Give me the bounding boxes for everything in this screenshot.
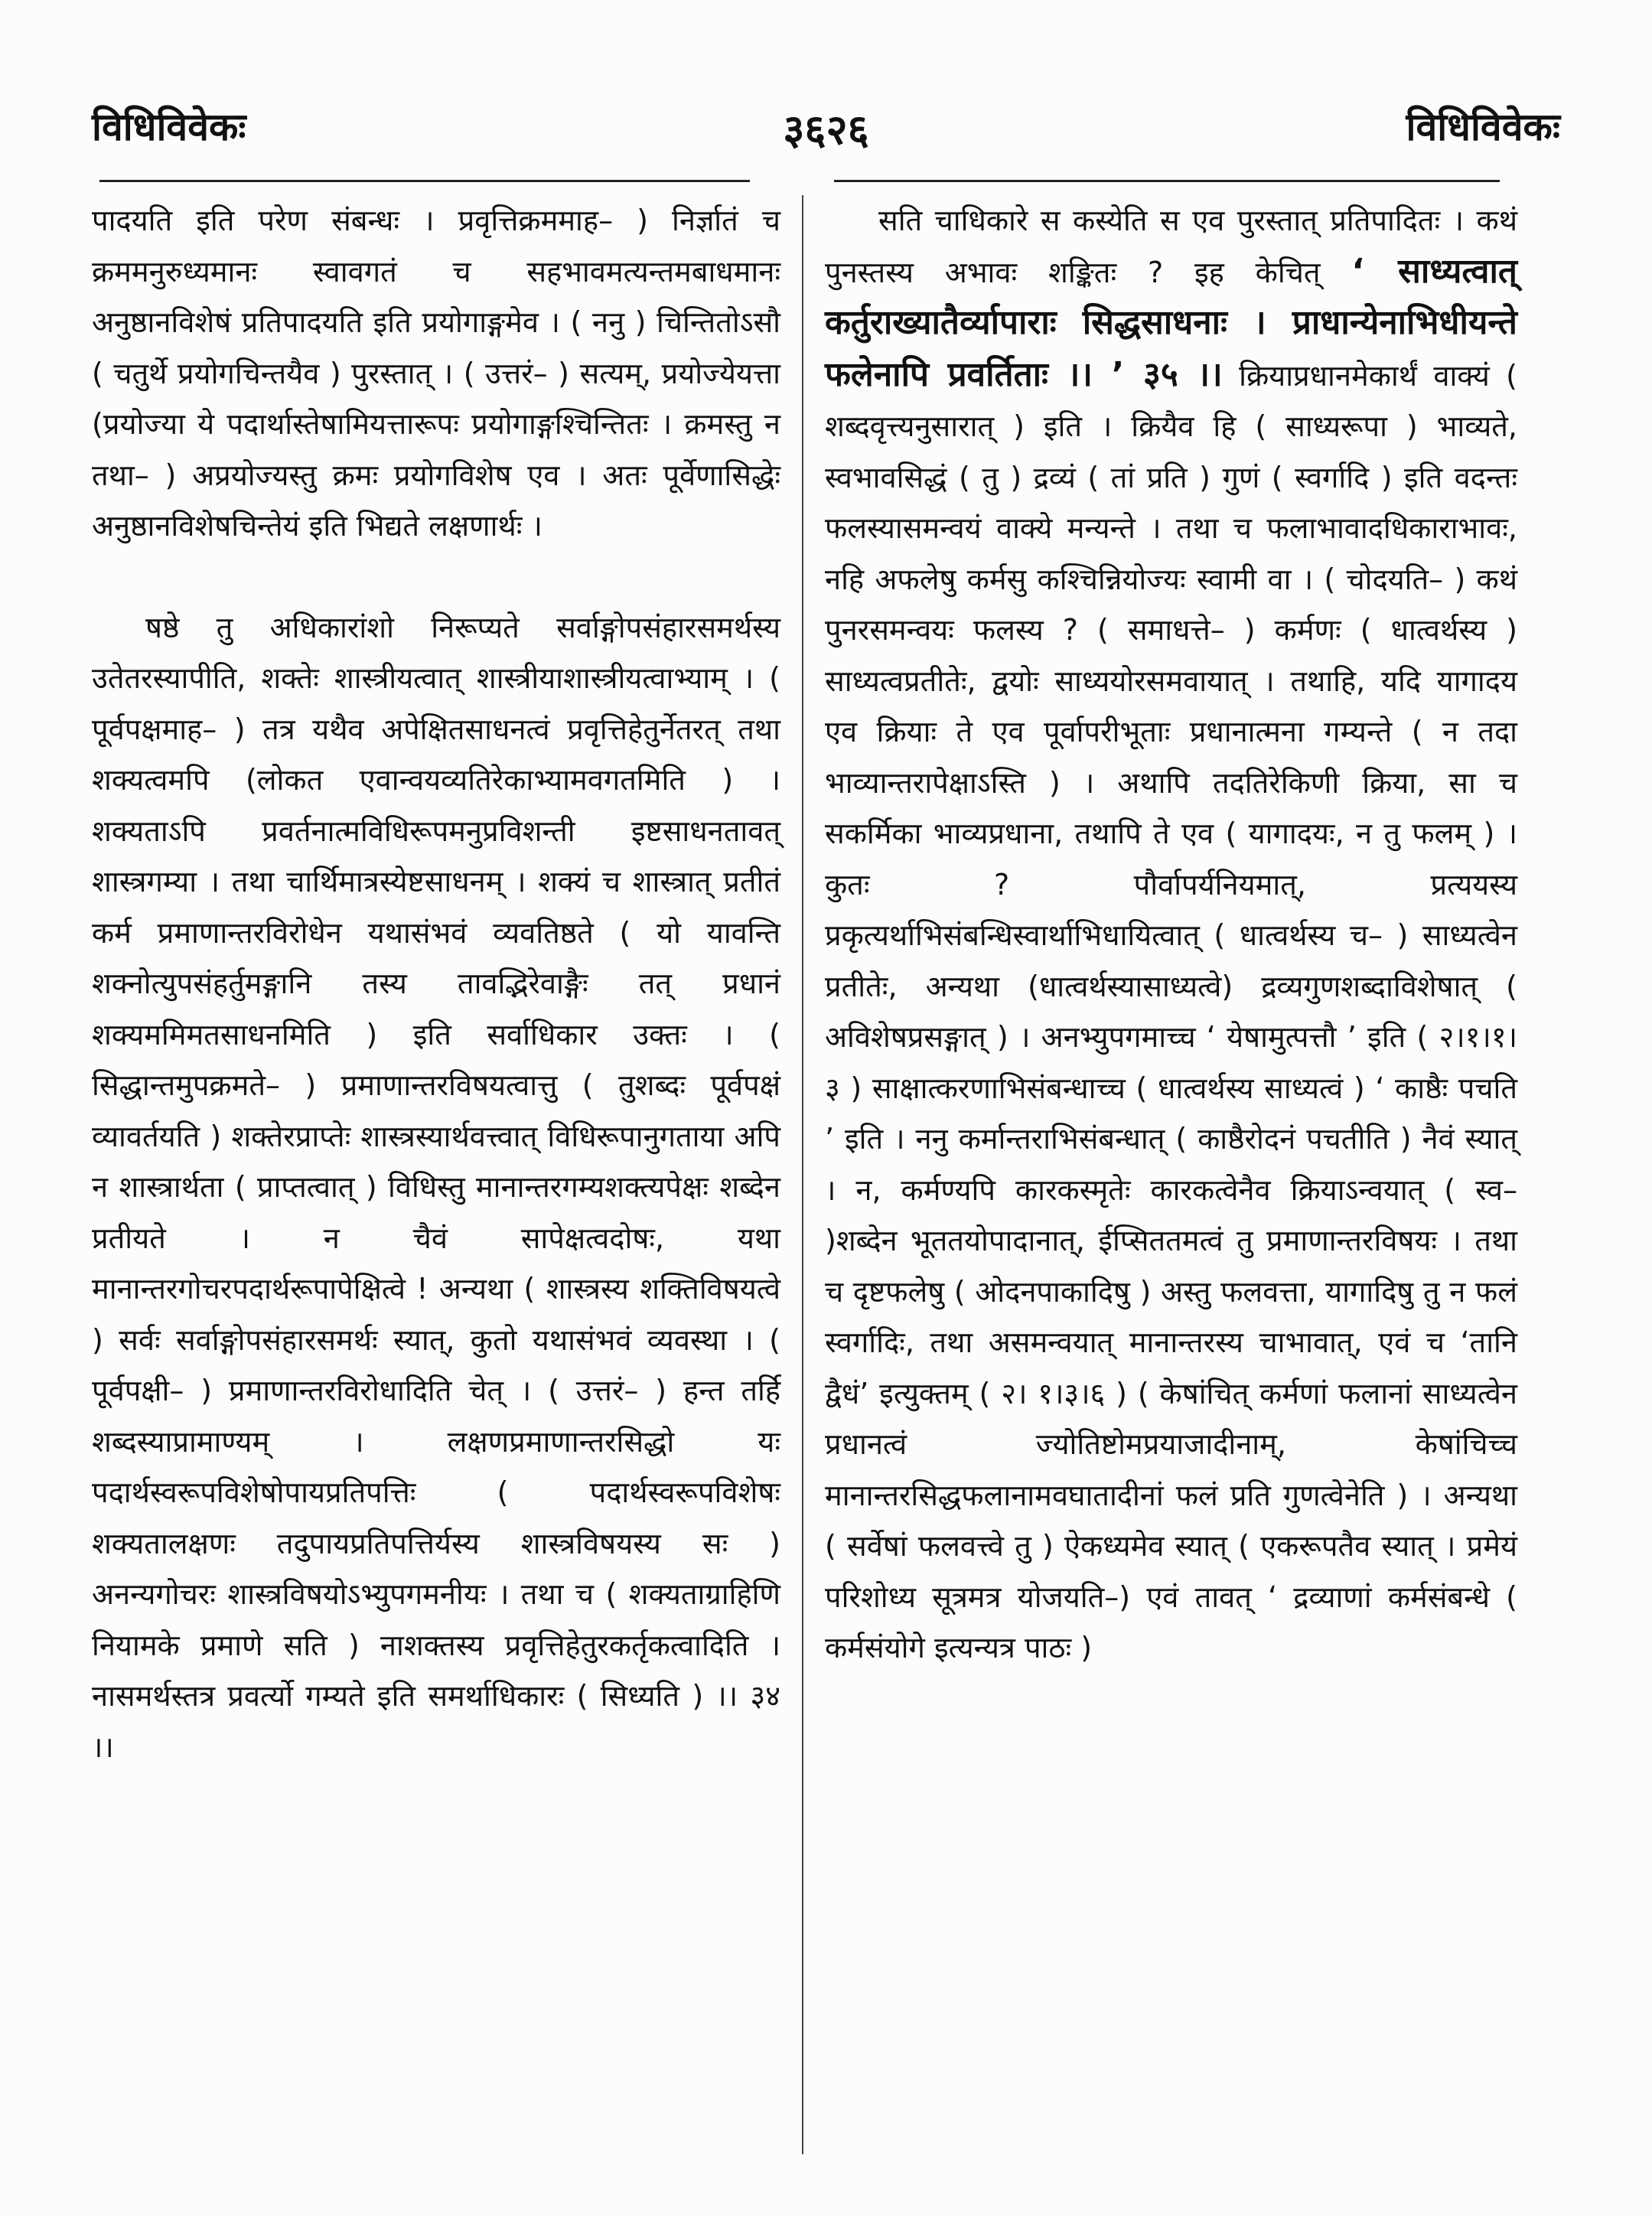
paragraph-gap xyxy=(92,552,780,602)
page-number: ३६२६ xyxy=(783,106,869,154)
header-rule-left xyxy=(99,180,750,182)
right-intro: सति चाधिकारे स कस्येति स एव पुरस्तात् प्रतिपादितः । कथं पुनस्तस्य अभावः शङ्कितः ? इह केचित् xyxy=(825,204,1517,289)
karika-verse: ‘ साध्यत्वात् कर्तुराख्यातैर्व्यापाराः सिद्धसाधनाः । प्राधान्येनाभिधीयन्ते फलेनापि प्रवर्तिताः ।। ’ ३५ ।। xyxy=(825,251,1517,394)
header-rule-right xyxy=(834,180,1500,182)
running-title-left: विधिविवेकः xyxy=(92,105,246,149)
right-body: क्रियाप्रधानमेकार्थं वाक्यं ( शब्दवृत्त्यनुसारात् ) इति । क्रियैव हि ( साध्यरूपा ) भाव्यते, स्वभावसिद्धं ( तु ) द्रव्यं ( तां प्रति ) गुणं ( स्वर्गादि ) इति वदन्तः फलस्यासमन्वयं वाक्ये मन्यन्ते । तथा च फलाभावादधिकाराभावः, नहि अफलेषु कर्मसु कश्चिन्नियोज्यः स्वामी वा । ( चोदयति– ) कथं पुनरसमन्वयः फलस्य ? ( समाधत्ते– ) कर्मणः ( धात्वर्थस्य ) साध्यत्वप्रतीतेः, द्वयोः साध्ययोरसमवायात् । तथाहि, यदि यागादय एव क्रियाः ते एव पूर्वापरीभूताः प्रधानात्मना गम्यन्ते ( न तदा भाव्यान्तरापेक्षाऽस्ति ) । अथापि तदतिरेकिणी क्रिया, सा च सकर्मिका भाव्यप्रधाना, तथापि ते एव ( यागादयः, न तु फलम् ) । कुतः ? पौर्वापर्यनियमात्, प्रत्ययस्य प्रकृत्यर्थाभिसंबन्धिस्वार्थाभिधायित्वात् ( धात्वर्थस्य च– ) साध्यत्वेन प्रतीतेः, अन्यथा (धात्वर्थस्यासाध्यत्वे) द्रव्यगुणशब्दाविशेषात् ( अविशेषप्रसङ्गात् ) । अनभ्युपगमाच्च ‘ येषामुत्पत्तौ ’ इति ( २।१।१।३ ) साक्षात्करणाभिसंबन्धाच्च ( धात्वर्थस्य साध्यत्वं ) ‘ काष्ठैः पचति ’ इति । ननु कर्मान्तराभिसंबन्धात् ( काष्ठैरोदनं पचतीति ) नैवं स्यात् । न, कर्मण्यपि कारकस्मृतेः कारकत्वेनैव क्रियाऽन्वयात् ( स्व– )शब्देन भूततयोपादानात्, ईप्सिततमत्वं तु प्रमाणान्तरविषयः । तथा च दृष्टफलेषु ( ओदनपाकादिषु ) अस्तु फलवत्ता, यागादिषु तु न फलं स्वर्गादिः, तथा असमन्वयात् मानान्तरस्य चाभावात्, एवं च ‘तानि द्वैधं’ इत्युक्तम् ( २। १।३।६ ) ( केषांचित् कर्मणां फलानां साध्यत्वेन प्रधानत्वं ज्योतिष्टोमप्रयाजादीनाम्, केषांचिच्च मानान्तरसिद्धफलानामवघातादीनां फलं प्रति गुणत्वेनेति ) । अन्यथा ( सर्वेषां फलवत्त्वे तु ) ऐकध्यमेव स्यात् ( एकरूपतैव स्यात् । प्रमेयं परिशोध्य सूत्रमत्र योजयति–) एवं तावत् ‘ द्रव्याणां कर्मसंबन्धे ( कर्मसंयोगे इत्यन्यत्र पाठः ) xyxy=(825,358,1517,1664)
right-column xyxy=(825,195,1517,1674)
page-header xyxy=(92,99,1560,161)
left-column xyxy=(92,195,780,1772)
left-paragraph-2: षष्ठे तु अधिकारांशो निरूप्यते सर्वाङ्गोपसंहारसमर्थस्य उतेतरस्यापीति, शक्तेः शास्त्रीयत्वात् शास्त्रीयाशास्त्रीयत्वाभ्याम् । ( पूर्वपक्षमाह– ) तत्र यथैव अपेक्षितसाधनत्वं प्रवृत्तिहेतुर्नेतरत् तथा शक्यत्वमपि (लोकत एवान्वयव्यतिरेकाभ्यामवगतमिति ) । शक्यताऽपि प्रवर्तनात्मविधिरूपमनुप्रविशन्ती इष्टसाधनतावत् शास्त्रगम्या । तथा चार्थिमात्रस्येष्टसाधनम् । शक्यं च शास्त्रात् प्रतीतं कर्म प्रमाणान्तरविरोधेन यथासंभवं व्यवतिष्ठते ( यो यावन्ति शक्नोत्युपसंहर्तुमङ्गानि तस्य तावद्भिरेवाङ्गैः तत् प्रधानं शक्यममिमतसाधनमिति ) इति सर्वाधिकार उक्तः । ( सिद्धान्तमुपक्रमते– ) प्रमाणान्तरविषयत्वात्तु ( तुशब्दः पूर्वपक्षं व्यावर्तयति ) शक्तेरप्राप्तेः शास्त्रस्यार्थवत्त्वात् विधिरूपानुगताया अपि न शास्त्रार्थता ( प्राप्तत्वात् ) विधिस्तु मानान्तरगम्यशक्त्यपेक्षः शब्देन प्रतीयते । न चैवं सापेक्षत्वदोषः, यथा मानान्तरगोचरपदार्थरूपापेक्षित्वे ! अन्यथा ( शास्त्रस्य शक्तिविषयत्वे ) सर्वः सर्वाङ्गोपसंहारसमर्थः स्यात्, कुतो यथासंभवं व्यवस्था । ( पूर्वपक्षी– ) प्रमाणान्तरविरोधादिति चेत् । ( उत्तरं– ) हन्त तर्हि शब्दस्याप्रामाण्यम् । लक्षणप्रमाणान्तरसिद्धो यः पदार्थस्वरूपविशेषोपायप्रतिपत्तिः ( पदार्थस्वरूपविशेषः शक्यतालक्षणः तदुपायप्रतिपत्तिर्यस्य शास्त्रविषयस्य सः ) अनन्यगोचरः शास्त्रविषयोऽभ्युपगमनीयः । तथा च ( शक्यताग्राहिणि नियामके प्रमाणे सति ) नाशक्तस्य प्रवृत्तिहेतुरकर्तृकत्वादिति । नासमर्थस्तत्र प्रवर्त्यो गम्यते इति समर्थाधिकारः ( सिध्यति ) ।। ३४ ।। xyxy=(92,610,780,1764)
column-divider xyxy=(802,195,803,2154)
running-title-right: विधिविवेकः xyxy=(1406,105,1560,149)
left-paragraph-1: पादयति इति परेण संबन्धः । प्रवृत्तिक्रममाह– ) निर्ज्ञातं च क्रममनुरुध्यमानः स्वावगतं च सहभावमत्यन्तमबाधमानः अनुष्ठानविशेषं प्रतिपादयति इति प्रयोगाङ्गमेव । ( ननु ) चिन्तितोऽसौ ( चतुर्थे प्रयोगचिन्तयैव ) पुरस्तात् । ( उत्तरं– ) सत्यम्, प्रयोज्येयत्ता (प्रयोज्या ये पदार्थास्तेषामियत्तारूपः प्रयोगाङ्गश्चिन्तितः । क्रमस्तु न तथा– ) अप्रयोज्यस्तु क्रमः प्रयोगविशेष एव । अतः पूर्वेणासिद्धेः अनुष्ठानविशेषचिन्तेयं इति भिद्यते लक्षणार्थः । xyxy=(92,204,780,543)
right-paragraph xyxy=(825,195,1517,1674)
